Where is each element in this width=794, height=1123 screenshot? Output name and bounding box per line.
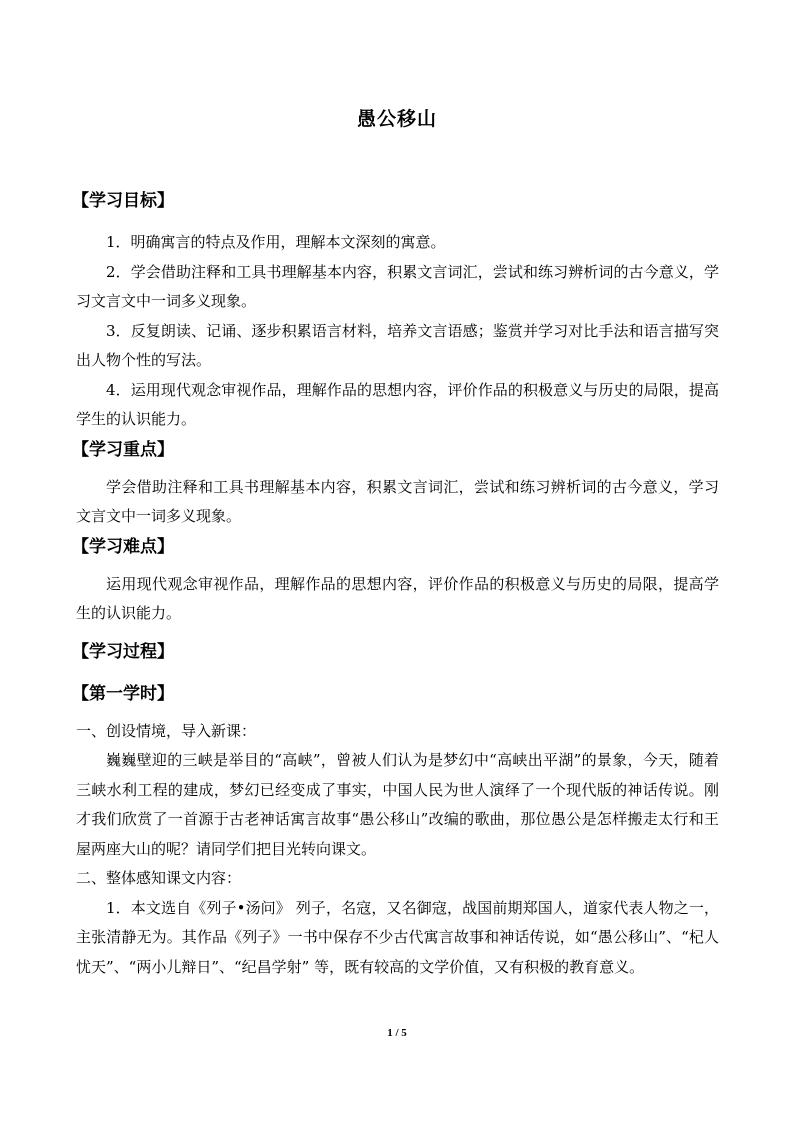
section-heading-lesson-1: 【第一学时】 [72,683,174,704]
goal-item-3: 3．反复朗读、记诵、逐步积累语言材料，培养文言语感；鉴赏并学习对比手法和语言描写突出人物个性的写法。 [76,321,719,369]
step-2-label: 二、整体感知课文内容： [76,869,242,887]
document-body [72,186,719,982]
section-heading-goals: 【学习目标】 [72,191,174,211]
step-1-text: 巍巍壁迎的三峡是举目的“高峡”，曾被人们认为是梦幻中“高峡出平湖”的景象，今天，随着三峡水利工程的建成，梦幻已经变成了事实，中国人民为世人演绎了一个现代版的神话传说。刚才我们欣赏了一首源于古老神话寓言故事“愚公移山”改编的歌曲，那位愚公是怎样搬走太行和王屋两座大山的呢？请同学们把目光转向课文。 [76,751,719,858]
key-points-text: 学会借助注释和工具书理解基本内容，积累文言词汇，尝试和练习辨析词的古今意义，学习文言文中一词多义现象。 [76,477,719,525]
section-heading-key-points: 【学习重点】 [72,439,174,460]
section-heading-process: 【学习过程】 [72,641,174,662]
page-number: 1 / 5 [387,1027,407,1039]
section-heading-difficulties: 【学习难点】 [72,536,174,557]
page-title: 愚公移山 [356,108,437,130]
step-2-text: 1．本文选自《列子•汤问》 列子，名寇，又名御寇，战国前期郑国人，道家代表人物之一，主张清静无为。其作品《列子》一书中保存不少古代寓言故事和神话传说，如“愚公移山”、“杞人忧天”、“两小儿辩日”、“纪昌学射” 等，既有较高的文学价值，又有积极的教育意义。 [76,898,719,976]
difficulties-text: 运用现代观念审视作品，理解作品的思想内容，评价作品的积极意义与历史的局限，提高学生的认识能力。 [76,574,719,622]
step-1-label: 一、创设情境，导入新课： [76,721,257,740]
goal-item-1: 1．明确寓言的特点及作用，理解本文深刻的寓意。 [106,233,446,251]
goal-item-4: 4．运用现代观念审视作品，理解作品的思想内容，评价作品的积极意义与历史的局限，提高学生的认识能力。 [76,380,719,428]
goal-item-2: 2．学会借助注释和工具书理解基本内容，积累文言词汇，尝试和练习辨析词的古今意义，学习文言文中一词多义现象。 [76,262,719,310]
